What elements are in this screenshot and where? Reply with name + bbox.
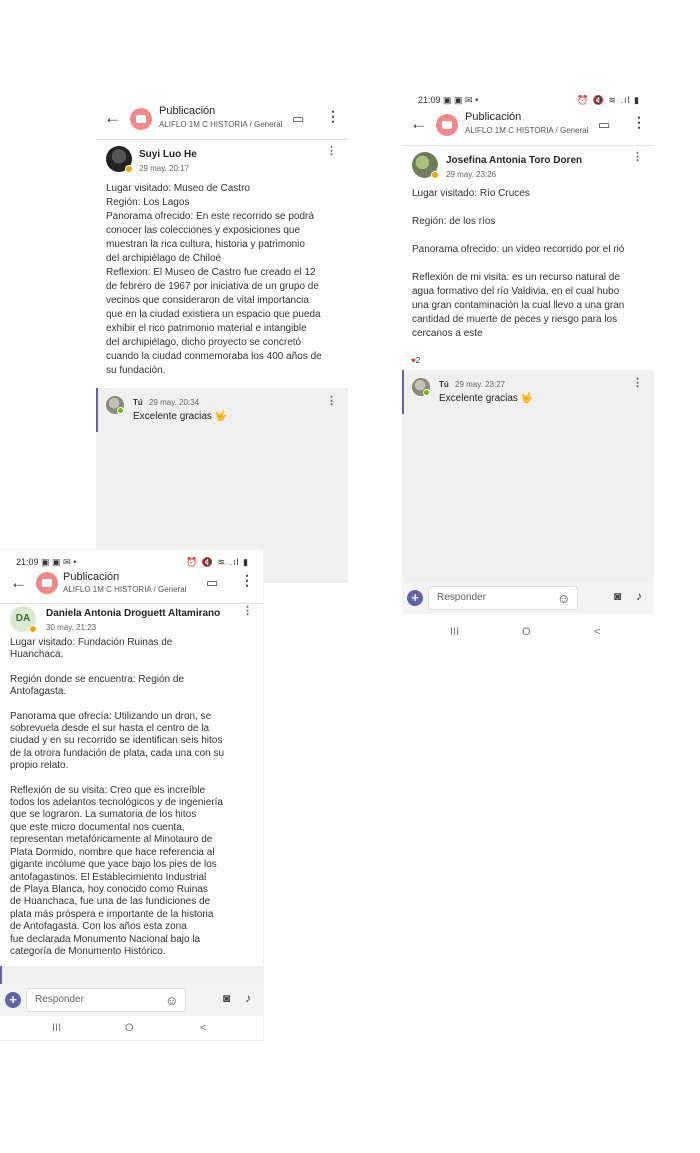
post-body-line: que se lograron. La sumatoria de los hitos (10, 809, 197, 821)
channel-header (96, 102, 348, 140)
post-body-line: Reflexión de su visita: Creo que es increíble (10, 784, 206, 796)
android-nav-bar (402, 622, 654, 642)
author-avatar: DA (10, 606, 36, 632)
reply-accent-bar (0, 966, 2, 984)
post-body-line: ciudad y en su recorrido se identifican seis hitos (10, 735, 223, 747)
post-body-line: que en la ciudad existiera un espacio que pueda (106, 309, 321, 320)
post-body-line: todos los adelantos tecnológicos y de ingeniería (10, 797, 223, 809)
rock-hand-emoji: 🤟 (520, 393, 534, 404)
post-body-line: Panorama que ofrecía: Utilizando un dron, se (10, 710, 212, 722)
header-subtitle: ALIFLO 1M C HISTORIA / General (159, 120, 283, 129)
post-body-line: vecinos que consideraron de vital importancia (106, 295, 309, 306)
post-body-line: gigante incólume que yace bajo los pies de los (10, 859, 217, 871)
back-arrow-icon[interactable]: ← (410, 114, 427, 133)
reply-placeholder: Responder (437, 592, 486, 603)
presence-icon (431, 171, 439, 179)
post-body-line: de febrero de 1967 por iniciativa de un grupo de (106, 281, 319, 292)
post-body-line: cercanos a este (412, 328, 483, 339)
post-body-line: fue declarada Monumento Nacional bajo la (10, 933, 201, 945)
home-button[interactable]: O (522, 626, 531, 638)
post-body-line: Plata Dormido, nombre que hace referencia al (10, 846, 215, 858)
add-icon[interactable]: + (5, 992, 21, 1008)
header-title: Publicación (63, 571, 120, 583)
post-body-line: exhibir el rico patrimonio material e intangible (106, 323, 307, 334)
author-name: Josefina Antonia Toro Doren (446, 155, 583, 166)
more-options-icon[interactable]: ⋮ (240, 572, 254, 588)
post-more-icon[interactable]: ⋮ (242, 605, 253, 617)
reply-input[interactable] (428, 586, 578, 610)
reply-time: 29 may. 20:34 (149, 398, 200, 407)
post-body-line: Lugar visitado: Museo de Castro (106, 183, 250, 194)
nav-back-button[interactable]: < (200, 1022, 207, 1034)
screen-second (402, 92, 654, 642)
post-body-line: Región donde se encuentra: Región de (10, 673, 185, 685)
recent-apps-button[interactable]: III (52, 1022, 62, 1034)
post-body-line: Lugar visitado: Fundación Ruinas de (10, 637, 173, 648)
android-nav-bar (0, 1018, 263, 1040)
status-bar (0, 550, 263, 566)
post-body-line: Lugar visitado: Río Cruces (412, 188, 530, 199)
post-paragraph (412, 271, 652, 341)
post-body-line: cuando la ciudad conmemoraba los 400 años de (106, 351, 322, 362)
post-body-line: Antofagasta. (10, 686, 67, 698)
post-body-line: Región: Los Lagos (106, 197, 190, 208)
header-subtitle: ALIFLO 1M C HISTORIA / General (465, 126, 589, 135)
reply-placeholder: Responder (35, 994, 84, 1005)
presence-icon (125, 165, 133, 173)
post-time: 29 may. 23:26 (446, 170, 497, 179)
reply-thread (402, 370, 654, 584)
camera-icon[interactable]: ◙ (614, 589, 622, 603)
post-paragraph (412, 215, 652, 229)
screen-first (96, 100, 348, 620)
back-arrow-icon[interactable]: ← (104, 108, 121, 127)
message-composer (0, 984, 263, 1016)
post-body-line: plata más próspera e importante de la historia (10, 908, 214, 920)
post-body (106, 182, 346, 378)
post-paragraph (10, 711, 260, 773)
post-body-line: Panorama ofrecido: un vídeo recorrido por el rió (412, 244, 625, 255)
post-body-line: de Playa Blanca, hoy conocido como Ruinas (10, 883, 208, 895)
post-body-line: representan metafóricamente al Minotauro de (10, 834, 213, 846)
post-body-line: antofagastinos. El Establecimiento Industrial (10, 871, 207, 883)
status-time: 21:09 ▣ ▣ ✉ • (16, 557, 77, 567)
post-body-line: su fundación. (106, 365, 166, 376)
reply-thread (0, 966, 263, 984)
post-body-line: Reflexion: El Museo de Castro fue creado el 12 (106, 267, 316, 278)
post-body-line: Panorama ofrecido: En este recorrido se podrá (106, 211, 314, 222)
heart-icon: ♥ (411, 356, 416, 365)
post-paragraph (412, 187, 652, 201)
nav-back-button[interactable]: < (594, 626, 601, 638)
video-call-icon[interactable]: ▭ (206, 575, 219, 590)
rock-hand-emoji: 🤟 (214, 411, 228, 422)
reply-accent-bar (402, 370, 404, 414)
screen-third (0, 550, 263, 1040)
post-body-line: Reflexión de mi visita: es un recurso natural de (412, 272, 620, 283)
video-call-icon[interactable]: ▭ (292, 111, 305, 126)
presence-icon (117, 407, 124, 414)
post-body (10, 637, 260, 958)
status-icons: ⏰ 🔇 ≋ .ıl ▮ (186, 557, 249, 567)
post-body-line: una gran contaminación la cual llevo a una gran (412, 300, 625, 311)
microphone-icon[interactable]: ♪ (245, 991, 251, 1005)
post-body-line: agua formativo del río Valdivia, en el cual hubo (412, 286, 620, 297)
post-body-line: categoría de Monumento Histórico. (10, 945, 166, 957)
post-body-line: muestran la rica cultura, historia y patrimonio (106, 239, 305, 250)
reply-text: Excelente gracias 🤟 (133, 411, 228, 422)
more-options-icon[interactable]: ⋮ (632, 114, 646, 130)
header-title: Publicación (159, 105, 216, 117)
presence-icon (29, 625, 37, 633)
reply-more-icon[interactable]: ⋮ (632, 377, 643, 389)
post-time: 29 may. 20:17 (139, 164, 190, 173)
post-body-line: Región: de los ríos (412, 216, 496, 227)
add-icon[interactable]: + (407, 590, 423, 606)
recent-apps-button[interactable]: III (450, 626, 460, 638)
emoji-icon[interactable]: ☺ (557, 591, 571, 606)
reply-author: Tú (439, 380, 449, 389)
channel-header (402, 108, 654, 146)
reply-more-icon[interactable]: ⋮ (326, 395, 337, 407)
post-paragraph (10, 637, 260, 662)
header-title: Publicación (465, 111, 522, 123)
post (0, 606, 263, 966)
reply-time: 29 may. 23:27 (455, 380, 506, 389)
channel-header (0, 568, 263, 604)
more-options-icon[interactable]: ⋮ (326, 108, 340, 124)
microphone-icon[interactable]: ♪ (636, 589, 642, 603)
post-body-line: del archipiélago de Chiloé (106, 253, 222, 264)
status-icons: ⏰ 🔇 ≋ .ıl ▮ (577, 95, 640, 105)
post-paragraph (10, 674, 260, 699)
post-body-line: conocer las colecciones y exposiciones que (106, 225, 300, 236)
post-body-line: sobrevuela desde el sur hasta el centro de la (10, 723, 210, 735)
post-body-line: cantidad de muerte de peces y riesgo para los (412, 314, 618, 325)
message-composer (402, 582, 654, 614)
channel-avatar (36, 572, 58, 594)
post-body-line: propio relato. (10, 760, 69, 772)
header-subtitle: ALIFLO 1M C HISTORIA / General (63, 585, 187, 594)
post-body-line: de Huanchaca, fue una de las fundiciones de (10, 896, 211, 908)
post-body-line: Huanchaca. (10, 649, 64, 661)
status-time: 21:09 ▣ ▣ ✉ • (418, 95, 479, 105)
home-button[interactable]: O (125, 1022, 134, 1034)
video-call-icon[interactable]: ▭ (598, 117, 611, 132)
post-more-icon[interactable]: ⋮ (632, 151, 643, 163)
camera-icon[interactable]: ◙ (223, 991, 231, 1005)
reply-input[interactable] (26, 988, 186, 1012)
reaction-count[interactable]: ♥2 (411, 356, 421, 365)
post-more-icon[interactable]: ⋮ (326, 145, 337, 157)
post-body-line: de Antofagasta. Con los años esta zona (10, 921, 187, 933)
post-paragraph (10, 785, 260, 959)
reply-text: Excelente gracias 🤟 (439, 393, 534, 404)
post-body-line: del archipiélago, dicho proyecto se concretó (106, 337, 302, 348)
back-arrow-icon[interactable]: ← (10, 573, 27, 592)
post-body-line: que este micro documental nos cuenta, (10, 821, 185, 833)
emoji-icon[interactable]: ☺ (165, 993, 179, 1008)
post-body (412, 187, 652, 341)
reply-author: Tú (133, 398, 143, 407)
author-name: Suyi Luo He (139, 149, 197, 160)
post-body-line: de la otrora fundación de plata, cada una con su (10, 747, 225, 759)
post-paragraph (412, 243, 652, 257)
presence-icon (423, 389, 430, 396)
reply-accent-bar (96, 388, 98, 432)
channel-avatar (436, 114, 458, 136)
author-name: Daniela Antonia Droguett Altamirano (46, 608, 221, 619)
channel-avatar (130, 108, 152, 130)
post-time: 30 may. 21:23 (46, 623, 97, 632)
status-bar (402, 92, 654, 106)
post (402, 150, 654, 370)
